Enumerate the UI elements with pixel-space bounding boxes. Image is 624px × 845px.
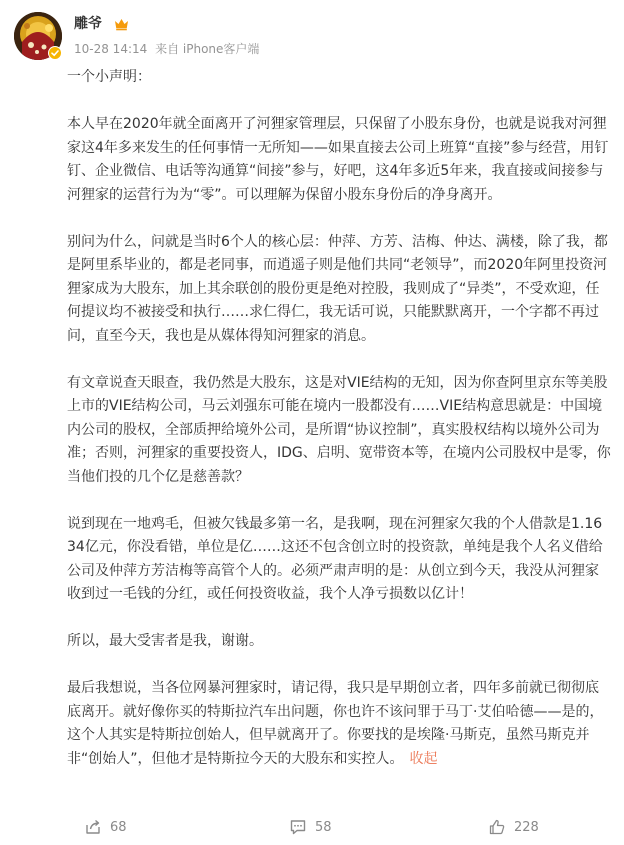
post-paragraph-1: 本人早在2020年就全面离开了河狸家管理层，只保留了小股东身份，也就是说我对河狸家这4年多来发生的任何事情一无所知——如果直接去公司上班算“直接”参与经营，用钉钉、企业微信、电话等沟通算“间接”参与，好吧，这4年多近5年来，我直接或间接参与河狸家的运营行为为“零”。可以理解为保留小股东身份后的净身离开。	[67, 116, 609, 203]
post-date[interactable]: 10-28 14:14	[74, 42, 148, 56]
post-header	[14, 12, 610, 62]
crown-icon	[114, 17, 129, 31]
like-count: 228	[514, 819, 539, 835]
post-paragraph-6-text: 最后我想说，当各位网暴河狸家时，请记得，我只是早期创立者，四年多前就已彻彻底底离开。就好像你买的特斯拉汽车出问题，你也许不该问罪于马丁·艾伯哈德——是的，这个人其实是特斯拉创始人，但早就离开了。你要找的是埃隆·马斯克，虽然马斯克并非“创始人”，但他才是特斯拉今天的大股东和实控人。	[67, 680, 604, 767]
share-count: 68	[110, 819, 127, 835]
post-paragraph-3: 有文章说查天眼查，我仍然是大股东，这是对VIE结构的无知，因为你查阿里京东等美股上市的VIE结构公司，马云刘强东可能在境内一股都没有……VIE结构意思就是：中国境内公司的股权，全部质押给境外公司，是所谓“协议控制”，真实股权结构以境外公司为准；否则，河狸家的重要投资人，IDG、启明、宽带资本等，在境内公司股权中是零，你当他们投的几个亿是慈善款？	[67, 374, 611, 485]
share-button[interactable]	[84, 818, 127, 836]
comment-count: 58	[315, 819, 332, 835]
action-bar	[0, 814, 624, 845]
post-paragraph-4: 说到现在一地鸡毛，但被欠钱最多第一名，是我啊，现在河狸家欠我的个人借款是1.1634亿元，你没看错，单位是亿……这还不包含创立时的投资款，单纯是我个人名义借给公司及仲萍方芳洁梅等高管个人的。必须严肃声明的是：从创立到今天，我没从河狸家收到过一毛钱的分红，或任何投资收益，我个人净亏损数以亿计！	[67, 515, 603, 602]
verified-badge-icon	[48, 46, 62, 60]
thumbs-up-icon	[488, 818, 506, 836]
post-paragraph-2: 别问为什么，问就是当时6个人的核心层：仲萍、方芳、洁梅、仲达、满楼，除了我，都是阿里系毕业的，都是老同事，而逍遥子则是他们共同“老领导”，而2020年阿里投资河狸家成为大股东，加上其余联创的股份更是绝对控股，我则成了“异类”，不受欢迎，任何提议均不被接受和执行……求仁得仁，我无话可说，只能默默离开，一个字都不再过问，直至今天，我也是从媒体得知河狸家的消息。	[67, 233, 608, 344]
post-source: 来自 iPhone客户端	[155, 42, 260, 56]
share-icon	[84, 818, 102, 836]
like-button[interactable]	[488, 818, 539, 836]
user-name[interactable]: 雕爷	[74, 16, 102, 32]
collapse-link[interactable]: 收起	[409, 750, 438, 767]
post-meta	[74, 40, 263, 58]
post-paragraph-6	[67, 677, 611, 771]
comment-button[interactable]	[289, 818, 332, 836]
post-paragraph-0: 一个小声明：	[67, 69, 151, 85]
comment-icon	[289, 818, 307, 836]
post-paragraph-5: 所以，最大受害者是我，谢谢。	[67, 633, 263, 649]
post-body	[67, 66, 611, 771]
